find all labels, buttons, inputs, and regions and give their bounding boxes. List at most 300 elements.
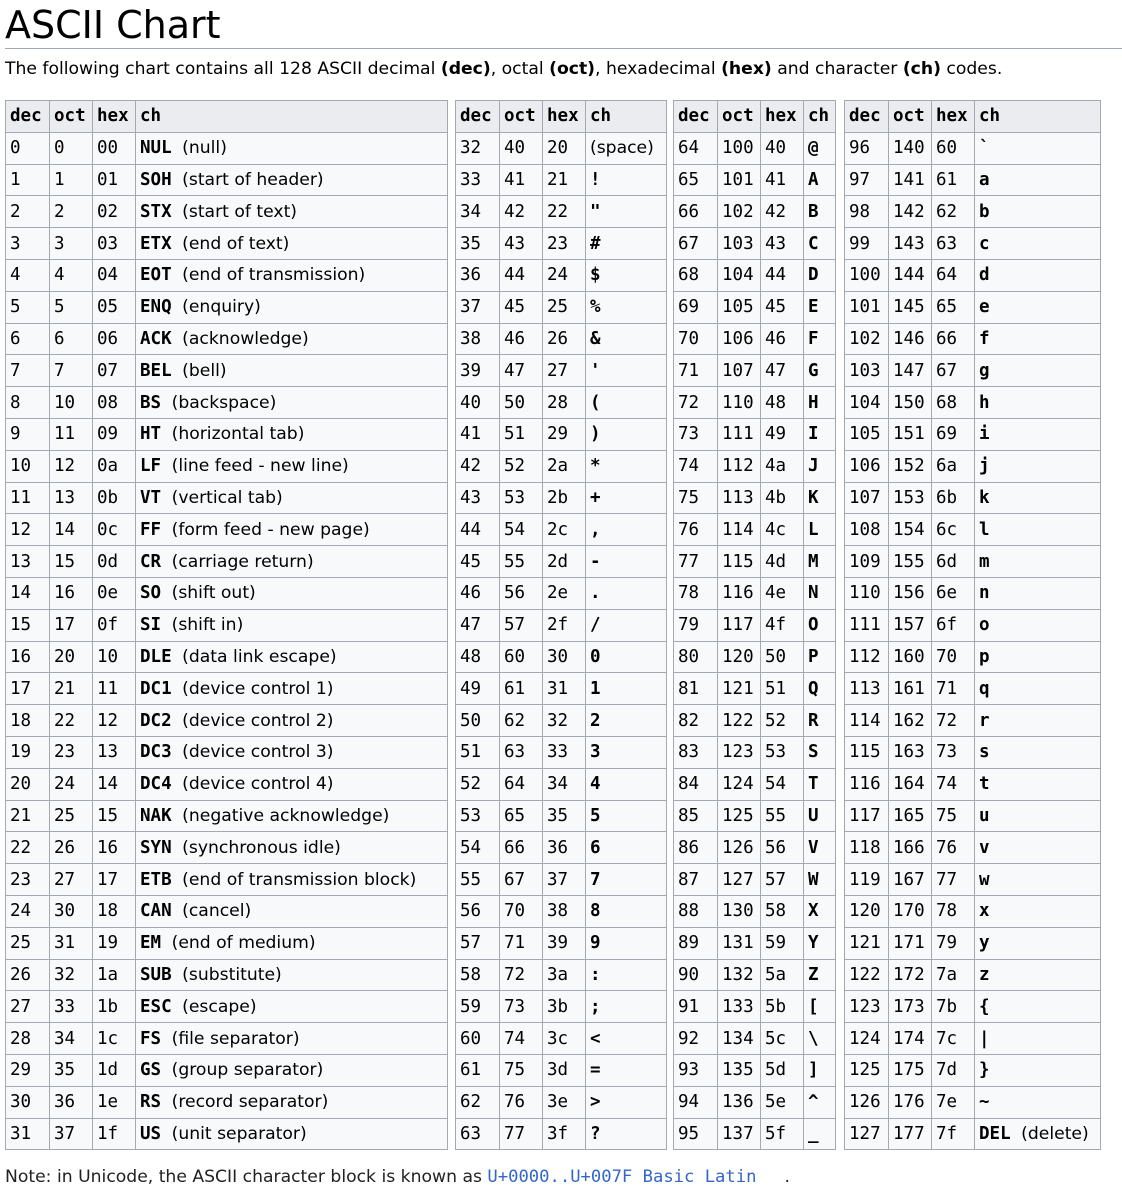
oct-cell: 137 <box>718 1118 761 1150</box>
oct-cell: 174 <box>889 1023 932 1055</box>
char-cell <box>804 736 836 768</box>
hex-cell: 7a <box>932 959 975 991</box>
char-cell <box>136 196 448 228</box>
oct-cell: 132 <box>718 959 761 991</box>
table-row <box>456 1054 667 1086</box>
hex-cell: 5c <box>761 1023 804 1055</box>
dec-cell: 40 <box>456 387 500 419</box>
dec-cell: 100 <box>845 259 889 291</box>
char-glyph: r <box>979 710 990 731</box>
oct-cell: 162 <box>889 705 932 737</box>
hex-cell: 66 <box>932 323 975 355</box>
control-description: (escape) <box>182 996 257 1017</box>
hex-cell: 1d <box>93 1054 136 1086</box>
dec-cell: 110 <box>845 577 889 609</box>
dec-cell: 60 <box>456 1023 500 1055</box>
dec-cell: 88 <box>674 895 718 927</box>
table-row <box>845 864 1101 896</box>
hex-cell: 57 <box>761 864 804 896</box>
column-header-hex: hex <box>761 101 804 133</box>
char-glyph: z <box>979 964 990 985</box>
dec-cell: 74 <box>674 450 718 482</box>
hex-cell: 21 <box>543 164 586 196</box>
dec-cell: 85 <box>674 800 718 832</box>
hex-cell: 43 <box>761 228 804 260</box>
table-row <box>845 736 1101 768</box>
dec-cell: 14 <box>6 577 50 609</box>
char-cell <box>136 546 448 578</box>
table-row <box>674 641 836 673</box>
hex-cell: 67 <box>932 355 975 387</box>
char-cell <box>136 832 448 864</box>
control-description: (start of text) <box>182 201 298 222</box>
char-cell <box>136 418 448 450</box>
char-cell <box>136 482 448 514</box>
hex-cell: 5e <box>761 1086 804 1118</box>
control-description: (record separator) <box>171 1092 329 1113</box>
dec-cell: 11 <box>6 482 50 514</box>
table-row <box>6 832 448 864</box>
oct-cell: 107 <box>718 355 761 387</box>
char-glyph: _ <box>808 1123 819 1144</box>
control-description: (substitute) <box>182 964 282 985</box>
hex-cell: 42 <box>761 196 804 228</box>
hex-cell: 68 <box>932 387 975 419</box>
table-row <box>674 164 836 196</box>
hex-cell: 20 <box>543 132 586 164</box>
table-row <box>6 228 448 260</box>
dec-cell: 82 <box>674 705 718 737</box>
table-row <box>845 228 1101 260</box>
hex-cell: 56 <box>761 832 804 864</box>
control-description: (end of transmission) <box>182 265 366 286</box>
char-glyph: A <box>808 169 819 190</box>
control-abbrev: DLE <box>140 646 172 667</box>
dec-cell: 119 <box>845 864 889 896</box>
table-row <box>456 864 667 896</box>
char-glyph: = <box>590 1060 601 1081</box>
hex-cell: 1c <box>93 1023 136 1055</box>
char-glyph: > <box>590 1092 601 1113</box>
oct-cell: 70 <box>500 895 543 927</box>
oct-cell: 25 <box>50 800 93 832</box>
table-row <box>6 482 448 514</box>
table-row <box>6 164 448 196</box>
table-row <box>674 291 836 323</box>
char-cell <box>136 450 448 482</box>
hex-cell: 6e <box>932 577 975 609</box>
char-cell <box>586 164 667 196</box>
dec-cell: 121 <box>845 927 889 959</box>
char-glyph: K <box>808 487 819 508</box>
char-cell <box>586 641 667 673</box>
oct-cell: 122 <box>718 705 761 737</box>
hex-cell: 61 <box>932 164 975 196</box>
table-row <box>6 1054 448 1086</box>
table-row <box>6 864 448 896</box>
dec-cell: 50 <box>456 705 500 737</box>
hex-cell: 11 <box>93 673 136 705</box>
dec-cell: 22 <box>6 832 50 864</box>
dec-cell: 1 <box>6 164 50 196</box>
oct-cell: 54 <box>500 514 543 546</box>
dec-cell: 118 <box>845 832 889 864</box>
hex-cell: 0a <box>93 450 136 482</box>
char-cell <box>136 164 448 196</box>
char-cell <box>586 291 667 323</box>
dec-cell: 55 <box>456 864 500 896</box>
table-row <box>845 196 1101 228</box>
char-cell <box>586 705 667 737</box>
table-row <box>845 514 1101 546</box>
char-glyph: S <box>808 742 819 763</box>
control-description: (end of text) <box>182 233 290 254</box>
hex-cell: 4d <box>761 546 804 578</box>
char-cell <box>136 895 448 927</box>
hex-cell: 2c <box>543 514 586 546</box>
hex-cell: 3e <box>543 1086 586 1118</box>
char-glyph: M <box>808 551 819 572</box>
char-cell <box>586 736 667 768</box>
oct-cell: 102 <box>718 196 761 228</box>
control-description: (enquiry) <box>182 297 261 318</box>
hex-cell: 29 <box>543 418 586 450</box>
control-abbrev: SOH <box>140 169 172 190</box>
hex-cell: 6b <box>932 482 975 514</box>
basic-latin-link[interactable]: U+0000..U+007F Basic Latin <box>487 1167 757 1187</box>
control-description: (start of header) <box>182 169 324 190</box>
table-row <box>674 259 836 291</box>
hex-cell: 03 <box>93 228 136 260</box>
table-row <box>456 800 667 832</box>
table-row <box>6 959 448 991</box>
ascii-table-64-95 <box>673 100 836 1150</box>
oct-cell: 32 <box>50 959 93 991</box>
hex-cell: 0d <box>93 546 136 578</box>
table-row <box>674 546 836 578</box>
table-row <box>456 418 667 450</box>
oct-cell: 35 <box>50 1054 93 1086</box>
oct-cell: 43 <box>500 228 543 260</box>
oct-cell: 117 <box>718 609 761 641</box>
char-cell <box>586 927 667 959</box>
control-abbrev: FF <box>140 519 162 540</box>
oct-cell: 55 <box>500 546 543 578</box>
dec-cell: 64 <box>674 132 718 164</box>
hex-cell: 7d <box>932 1054 975 1086</box>
hex-cell: 48 <box>761 387 804 419</box>
dec-cell: 43 <box>456 482 500 514</box>
oct-cell: 152 <box>889 450 932 482</box>
control-description: (form feed - new page) <box>171 519 370 540</box>
oct-cell: 21 <box>50 673 93 705</box>
char-cell <box>975 196 1101 228</box>
char-cell <box>586 832 667 864</box>
hex-cell: 3c <box>543 1023 586 1055</box>
control-abbrev: LF <box>140 456 162 477</box>
control-description: (delete) <box>1021 1123 1089 1144</box>
control-description: (negative acknowledge) <box>182 805 390 826</box>
hex-cell: 65 <box>932 291 975 323</box>
char-cell <box>586 959 667 991</box>
hex-cell: 79 <box>932 927 975 959</box>
table-row <box>6 577 448 609</box>
char-glyph: p <box>979 646 990 667</box>
oct-cell: 66 <box>500 832 543 864</box>
dec-cell: 67 <box>674 228 718 260</box>
char-cell <box>804 450 836 482</box>
hex-cell: 06 <box>93 323 136 355</box>
char-cell <box>975 514 1101 546</box>
dec-cell: 66 <box>674 196 718 228</box>
control-abbrev: BS <box>140 392 162 413</box>
hex-cell: 74 <box>932 768 975 800</box>
dec-cell: 25 <box>6 927 50 959</box>
dec-cell: 87 <box>674 864 718 896</box>
control-abbrev: CR <box>140 551 162 572</box>
oct-cell: 47 <box>500 355 543 387</box>
oct-cell: 60 <box>500 641 543 673</box>
table-row <box>674 323 836 355</box>
oct-cell: 42 <box>500 196 543 228</box>
char-glyph: 7 <box>590 869 601 890</box>
char-glyph: . <box>590 583 601 604</box>
dec-cell: 27 <box>6 991 50 1023</box>
dec-cell: 76 <box>674 514 718 546</box>
oct-cell: 61 <box>500 673 543 705</box>
char-cell <box>586 1086 667 1118</box>
control-description: (carriage return) <box>171 551 314 572</box>
char-glyph: < <box>590 1028 601 1049</box>
oct-cell: 121 <box>718 673 761 705</box>
table-row <box>845 577 1101 609</box>
table-row <box>674 387 836 419</box>
char-glyph: Y <box>808 933 819 954</box>
hex-cell: 7f <box>932 1118 975 1150</box>
char-cell <box>586 1054 667 1086</box>
oct-cell: 131 <box>718 927 761 959</box>
table-row <box>845 259 1101 291</box>
table-row <box>6 323 448 355</box>
dec-cell: 94 <box>674 1086 718 1118</box>
table-row <box>6 132 448 164</box>
char-cell <box>586 609 667 641</box>
table-row <box>456 291 667 323</box>
char-cell <box>804 228 836 260</box>
char-cell <box>975 959 1101 991</box>
char-glyph: & <box>590 328 601 349</box>
dec-cell: 71 <box>674 355 718 387</box>
ascii-table-control <box>5 100 448 1150</box>
char-glyph: e <box>979 297 990 318</box>
table-row <box>674 196 836 228</box>
char-cell <box>586 418 667 450</box>
oct-cell: 40 <box>500 132 543 164</box>
char-glyph: k <box>979 487 990 508</box>
control-description: (file separator) <box>171 1028 300 1049</box>
char-cell <box>136 800 448 832</box>
char-glyph: ` <box>979 138 990 159</box>
table-row <box>6 1086 448 1118</box>
dec-cell: 38 <box>456 323 500 355</box>
table-row <box>674 736 836 768</box>
hex-cell: 38 <box>543 895 586 927</box>
ascii-table-96-127 <box>844 100 1101 1150</box>
char-glyph: V <box>808 837 819 858</box>
dec-cell: 54 <box>456 832 500 864</box>
oct-cell: 147 <box>889 355 932 387</box>
char-cell <box>804 577 836 609</box>
table-row <box>845 1054 1101 1086</box>
dec-cell: 92 <box>674 1023 718 1055</box>
dec-cell: 80 <box>674 641 718 673</box>
oct-cell: 3 <box>50 228 93 260</box>
oct-cell: 104 <box>718 259 761 291</box>
char-cell <box>136 577 448 609</box>
char-glyph: 4 <box>590 774 601 795</box>
table-row <box>674 514 836 546</box>
char-cell <box>804 1118 836 1150</box>
dec-cell: 79 <box>674 609 718 641</box>
control-description: (cancel) <box>182 901 252 922</box>
oct-cell: 156 <box>889 577 932 609</box>
oct-cell: 134 <box>718 1023 761 1055</box>
dec-cell: 101 <box>845 291 889 323</box>
table-row <box>456 450 667 482</box>
column-header-ch: ch <box>586 101 667 133</box>
table-row <box>674 895 836 927</box>
dec-cell: 24 <box>6 895 50 927</box>
table-row <box>456 832 667 864</box>
char-glyph: v <box>979 837 990 858</box>
hex-cell: 45 <box>761 291 804 323</box>
oct-cell: 126 <box>718 832 761 864</box>
hex-cell: 4c <box>761 514 804 546</box>
dec-cell: 48 <box>456 641 500 673</box>
oct-cell: 77 <box>500 1118 543 1150</box>
table-row <box>845 1023 1101 1055</box>
char-cell <box>136 991 448 1023</box>
dec-cell: 59 <box>456 991 500 1023</box>
dec-cell: 68 <box>674 259 718 291</box>
char-cell <box>136 705 448 737</box>
table-row <box>6 259 448 291</box>
dec-cell: 83 <box>674 736 718 768</box>
oct-cell: 45 <box>500 291 543 323</box>
char-cell <box>804 609 836 641</box>
char-glyph: [ <box>808 996 819 1017</box>
control-abbrev: DEL <box>979 1123 1011 1144</box>
table-row <box>6 1023 448 1055</box>
dec-cell: 107 <box>845 482 889 514</box>
char-glyph: f <box>979 328 990 349</box>
hex-cell: 10 <box>93 641 136 673</box>
oct-cell: 161 <box>889 673 932 705</box>
char-glyph: ^ <box>808 1092 819 1113</box>
hex-cell: 1f <box>93 1118 136 1150</box>
char-cell <box>975 577 1101 609</box>
char-cell <box>975 387 1101 419</box>
hex-cell: 07 <box>93 355 136 387</box>
dec-cell: 63 <box>456 1118 500 1150</box>
char-cell <box>975 673 1101 705</box>
hex-cell: 12 <box>93 705 136 737</box>
control-abbrev: DC2 <box>140 710 172 731</box>
hex-cell: 5b <box>761 991 804 1023</box>
char-glyph: O <box>808 615 819 636</box>
char-cell <box>975 1054 1101 1086</box>
oct-cell: 4 <box>50 259 93 291</box>
char-glyph: Q <box>808 678 819 699</box>
char-glyph: 2 <box>590 710 601 731</box>
table-row <box>456 959 667 991</box>
table-row <box>456 991 667 1023</box>
table-row <box>845 418 1101 450</box>
oct-cell: 31 <box>50 927 93 959</box>
hex-cell: 17 <box>93 864 136 896</box>
char-cell <box>975 832 1101 864</box>
oct-cell: 14 <box>50 514 93 546</box>
oct-cell: 20 <box>50 641 93 673</box>
char-glyph: ( <box>590 392 601 413</box>
oct-cell: 52 <box>500 450 543 482</box>
char-cell <box>975 1023 1101 1055</box>
dec-cell: 44 <box>456 514 500 546</box>
control-description: (line feed - new line) <box>171 456 349 477</box>
oct-cell: 110 <box>718 387 761 419</box>
hex-cell: 19 <box>93 927 136 959</box>
oct-cell: 41 <box>500 164 543 196</box>
unicode-note: Note: in Unicode, the ASCII character block is known as U+0000..U+007F Basic Latin . <box>5 1167 790 1187</box>
char-cell <box>975 164 1101 196</box>
dec-cell: 114 <box>845 705 889 737</box>
oct-cell: 155 <box>889 546 932 578</box>
hex-cell: 4e <box>761 577 804 609</box>
dec-cell: 30 <box>6 1086 50 1118</box>
char-glyph: ! <box>590 169 601 190</box>
hex-cell: 46 <box>761 323 804 355</box>
table-row <box>674 1086 836 1118</box>
char-cell <box>975 355 1101 387</box>
control-description: (unit separator) <box>171 1123 307 1144</box>
hex-cell: 78 <box>932 895 975 927</box>
char-cell <box>975 323 1101 355</box>
hex-cell: 58 <box>761 895 804 927</box>
char-glyph: ) <box>590 424 601 445</box>
dec-cell: 49 <box>456 673 500 705</box>
control-description: (device control 1) <box>182 678 334 699</box>
char-glyph: C <box>808 233 819 254</box>
table-row <box>845 323 1101 355</box>
char-cell <box>804 418 836 450</box>
dec-cell: 72 <box>674 387 718 419</box>
oct-cell: 171 <box>889 927 932 959</box>
oct-cell: 101 <box>718 164 761 196</box>
char-glyph: P <box>808 646 819 667</box>
oct-cell: 157 <box>889 609 932 641</box>
control-abbrev: SO <box>140 583 162 604</box>
table-row <box>845 832 1101 864</box>
control-abbrev: DC1 <box>140 678 172 699</box>
hex-cell: 1b <box>93 991 136 1023</box>
char-glyph: * <box>590 456 601 477</box>
ascii-table-32-63 <box>455 100 667 1150</box>
dec-cell: 33 <box>456 164 500 196</box>
oct-cell: 145 <box>889 291 932 323</box>
table-row <box>674 864 836 896</box>
oct-cell: 166 <box>889 832 932 864</box>
table-row <box>456 768 667 800</box>
